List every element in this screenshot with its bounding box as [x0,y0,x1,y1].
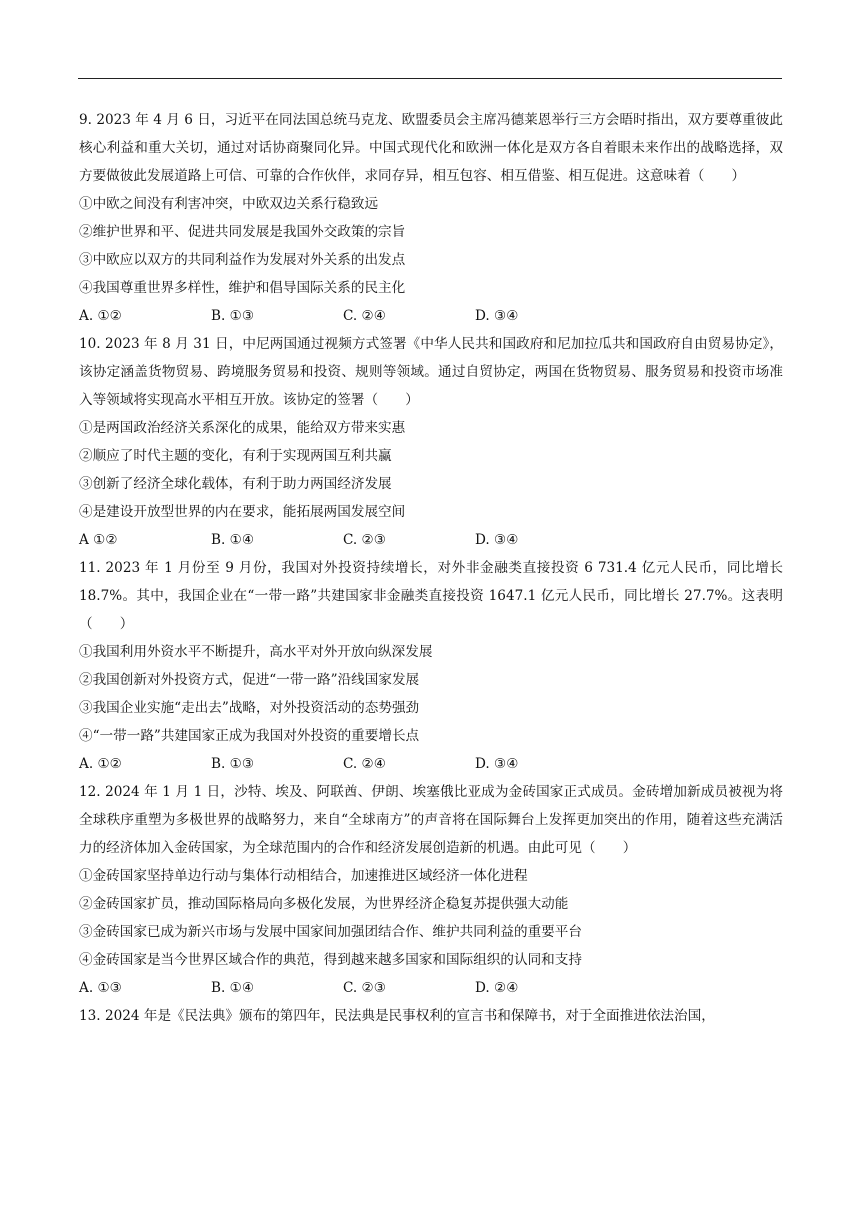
statement-option: ③我国企业实施“走出去”战略，对外投资活动的态势强劲 [79,700,420,716]
statement-option: ①中欧之间没有利害冲突，中欧双边关系行稳致远 [79,196,379,212]
statement-option: ①是两国政治经济关系深化的成果，能给双方带来实惠 [79,420,406,436]
answer-choice: C. ②③ [343,532,386,548]
answer-choice: B. ①④ [211,980,255,996]
statement-option: ③金砖国家已成为新兴市场与发展中国家间加强团结合作、维护共同利益的重要平台 [79,924,582,940]
answer-choices [79,974,783,1002]
statement-option: ②维护世界和平、促进共同发展是我国外交政策的宗旨 [79,224,406,240]
question-block [79,778,783,1002]
answer-choice: D. ③④ [475,532,519,548]
answer-choice: A. ①② [79,756,122,772]
question-block [79,554,783,778]
statement-option: ①我国利用外资水平不断提升，高水平对外开放向纵深发展 [79,644,433,660]
statement-option: ③创新了经济全球化载体，有利于助力两国经济发展 [79,476,392,492]
question-stem: 11. 2023 年 1 月份至 9 月份，我国对外投资持续增长，对外非金融类直接投资 6 731.4 亿元人民币，同比增长 18.7%。其中，我国企业在“一带一路”共建国家非金融类直接投资 1647.1 亿元人民币，同比增长 27.7%。这表明（ ） [79,560,783,632]
questions-list [79,106,783,1030]
question-stem: 9. 2023 年 4 月 6 日，习近平在同法国总统马克龙、欧盟委员会主席冯德莱恩举行三方会晤时指出，双方要尊重彼此核心利益和重大关切，通过对话协商聚同化异。中国式现代化和欧洲一体化是双方各自着眼未来作出的战略选择，双方要做彼此发展道路上可信、可靠的合作伙伴，求同存异，相互包容、相互借鉴、相互促进。这意味着（ ） [79,112,783,184]
answer-choices [79,750,783,778]
question-stem: 10. 2023 年 8 月 31 日，中尼两国通过视频方式签署《中华人民共和国政府和尼加拉瓜共和国政府自由贸易协定》，该协定涵盖货物贸易、跨境服务贸易和投资、规则等领域。通过自贸协定，两国在货物贸易、服务贸易和投资市场准入等领域将实现高水平相互开放。该协定的签署（ ） [79,336,783,408]
statement-option: ④“一带一路”共建国家正成为我国对外投资的重要增长点 [79,728,420,744]
answer-choice: D. ③④ [475,756,519,772]
answer-choice: A ①② [79,532,118,548]
question-stem: 12. 2024 年 1 月 1 日，沙特、埃及、阿联酋、伊朗、埃塞俄比亚成为金砖国家正式成员。金砖增加新成员被视为将全球秩序重塑为多极世界的战略努力，来自“全球南方”的声音将在国际舞台上发挥更加突出的作用，随着这些充满活力的经济体加入金砖国家，为全球范围内的合作和经济发展创造新的机遇。由此可见（ ） [79,784,783,856]
answer-choices [79,526,783,554]
answer-choice: C. ②④ [343,756,386,772]
header-rule [78,78,782,79]
question-stem: 13. 2024 年是《民法典》颁布的第四年，民法典是民事权利的宣言书和保障书，对于全面推进依法治国， [79,1008,715,1024]
statement-option: ④是建设开放型世界的内在要求，能拓展两国发展空间 [79,504,406,520]
statement-option: ②金砖国家扩员，推动国际格局向多极化发展，为世界经济企稳复苏提供强大动能 [79,896,569,912]
answer-choice: B. ①③ [211,308,255,324]
answer-choice: A. ①③ [79,980,122,996]
statement-option: ③中欧应以双方的共同利益作为发展对外关系的出发点 [79,252,406,268]
answer-choice: D. ②④ [475,980,519,996]
answer-choice: C. ②④ [343,308,386,324]
question-block [79,1002,783,1030]
answer-choice: C. ②③ [343,980,386,996]
statement-option: ①金砖国家坚持单边行动与集体行动相结合，加速推进区域经济一体化进程 [79,868,528,884]
statement-option: ④我国尊重世界多样性，维护和倡导国际关系的民主化 [79,280,406,296]
answer-choice: A. ①② [79,308,122,324]
answer-choices [79,302,783,330]
statement-option: ④金砖国家是当今世界区域合作的典范，得到越来越多国家和国际组织的认同和支持 [79,952,582,968]
question-block [79,330,783,554]
statement-option: ②我国创新对外投资方式，促进“一带一路”沿线国家发展 [79,672,420,688]
answer-choice: D. ③④ [475,308,519,324]
question-block [79,106,783,330]
answer-choice: B. ①③ [211,756,255,772]
answer-choice: B. ①④ [211,532,255,548]
statement-option: ②顺应了时代主题的变化，有利于实现两国互利共赢 [79,448,392,464]
